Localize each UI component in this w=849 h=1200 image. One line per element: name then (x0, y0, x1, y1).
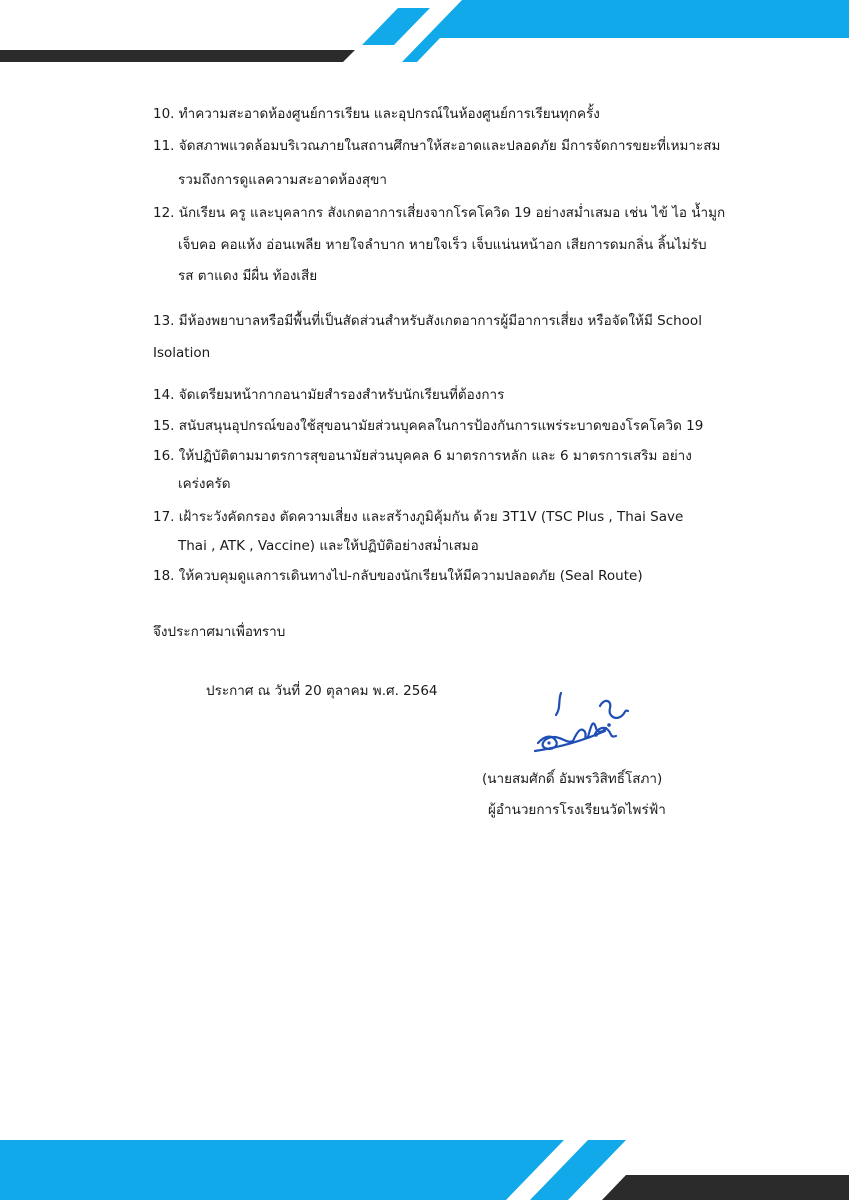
item-text: นักเรียน ครู และบุคลากร สังเกตอาการเสี่ยงจากโรคโควิด 19 อย่างสม่ำเสมอ เช่น ไข้ ไอ น้ำมูก (178, 205, 726, 221)
item-number: 12. (153, 205, 175, 221)
item-text: ให้ปฏิบัติตามมาตรการสุขอนามัยส่วนบุคคล 6 มาตรการหลัก และ 6 มาตรการเสริม อย่าง (178, 448, 692, 464)
item-16-line-2: เคร่งครัด (178, 476, 231, 492)
closing-text: จึงประกาศมาเพื่อทราบ (153, 624, 286, 640)
item-number: 15. (153, 418, 175, 434)
item-18-line-1 (153, 566, 643, 586)
item-text: ให้ควบคุมดูแลการเดินทางไป-กลับของนักเรียนให้มีความปลอดภัย (Seal Route) (178, 568, 643, 584)
item-12-line-2: เจ็บคอ คอแห้ง อ่อนเพลีย หายใจลำบาก หายใจเร็ว เจ็บแน่นหน้าอก เสียการดมกลิ่น ลิ้นไม่รับ (178, 237, 707, 253)
item-11-line-1 (153, 136, 720, 156)
item-text: จัดสภาพแวดล้อมบริเวณภายในสถานศึกษาให้สะอาดและปลอดภัย มีการจัดการขยะที่เหมาะสม (178, 138, 721, 154)
item-text: จัดเตรียมหน้ากากอนามัยสำรองสำหรับนักเรียนที่ต้องการ (178, 387, 505, 403)
item-11-line-2: รวมถึงการดูแลความสะอาดห้องสุขา (178, 172, 387, 188)
item-number: 10. (153, 106, 175, 122)
item-13-line-2: Isolation (153, 345, 211, 361)
item-16-line-1 (153, 446, 692, 466)
item-14-line-1 (153, 385, 504, 405)
item-text: เฝ้าระวังคัดกรอง ตัดความเสี่ยง และสร้างภูมิคุ้มกัน ด้วย 3T1V (TSC Plus , Thai Save (178, 509, 684, 525)
signer-title: ผู้อำนวยการโรงเรียนวัดไพร่ฟ้า (488, 802, 666, 818)
item-17-line-2: Thai , ATK , Vaccine) และให้ปฏิบัติอย่างสม่ำเสมอ (178, 538, 479, 554)
item-number: 13. (153, 313, 175, 329)
item-text: สนับสนุนอุปกรณ์ของใช้สุขอนามัยส่วนบุคคลในการป้องกันการแพร่ระบาดของโรคโควิด 19 (178, 418, 704, 434)
item-text: มีห้องพยาบาลหรือมีพื้นที่เป็นสัดส่วนสำหรับสังเกตอาการผู้มีอาการเสี่ยง หรือจัดให้มี School (178, 313, 702, 329)
item-number: 18. (153, 568, 175, 584)
item-number: 11. (153, 138, 175, 154)
item-13-line-1 (153, 311, 702, 331)
item-12-line-3: รส ตาแดง มีผื่น ท้องเสีย (178, 268, 318, 284)
item-text: ทำความสะอาดห้องศูนย์การเรียน และอุปกรณ์ในห้องศูนย์การเรียนทุกครั้ง (178, 106, 600, 122)
item-10-line-1 (153, 104, 600, 124)
item-12-line-1 (153, 203, 725, 223)
item-number: 16. (153, 448, 175, 464)
bottom-decorative-band (0, 1140, 849, 1200)
item-15-line-1 (153, 416, 703, 436)
item-17-line-1 (153, 507, 683, 527)
signature-image (525, 688, 640, 763)
signer-name: (นายสมศักดิ์ อัมพรวิสิทธิ์โสภา) (482, 771, 663, 787)
announcement-date: ประกาศ ณ วันที่ 20 ตุลาคม พ.ศ. 2564 (206, 683, 438, 699)
item-number: 17. (153, 509, 175, 525)
item-number: 14. (153, 387, 175, 403)
top-decorative-band (0, 0, 849, 70)
